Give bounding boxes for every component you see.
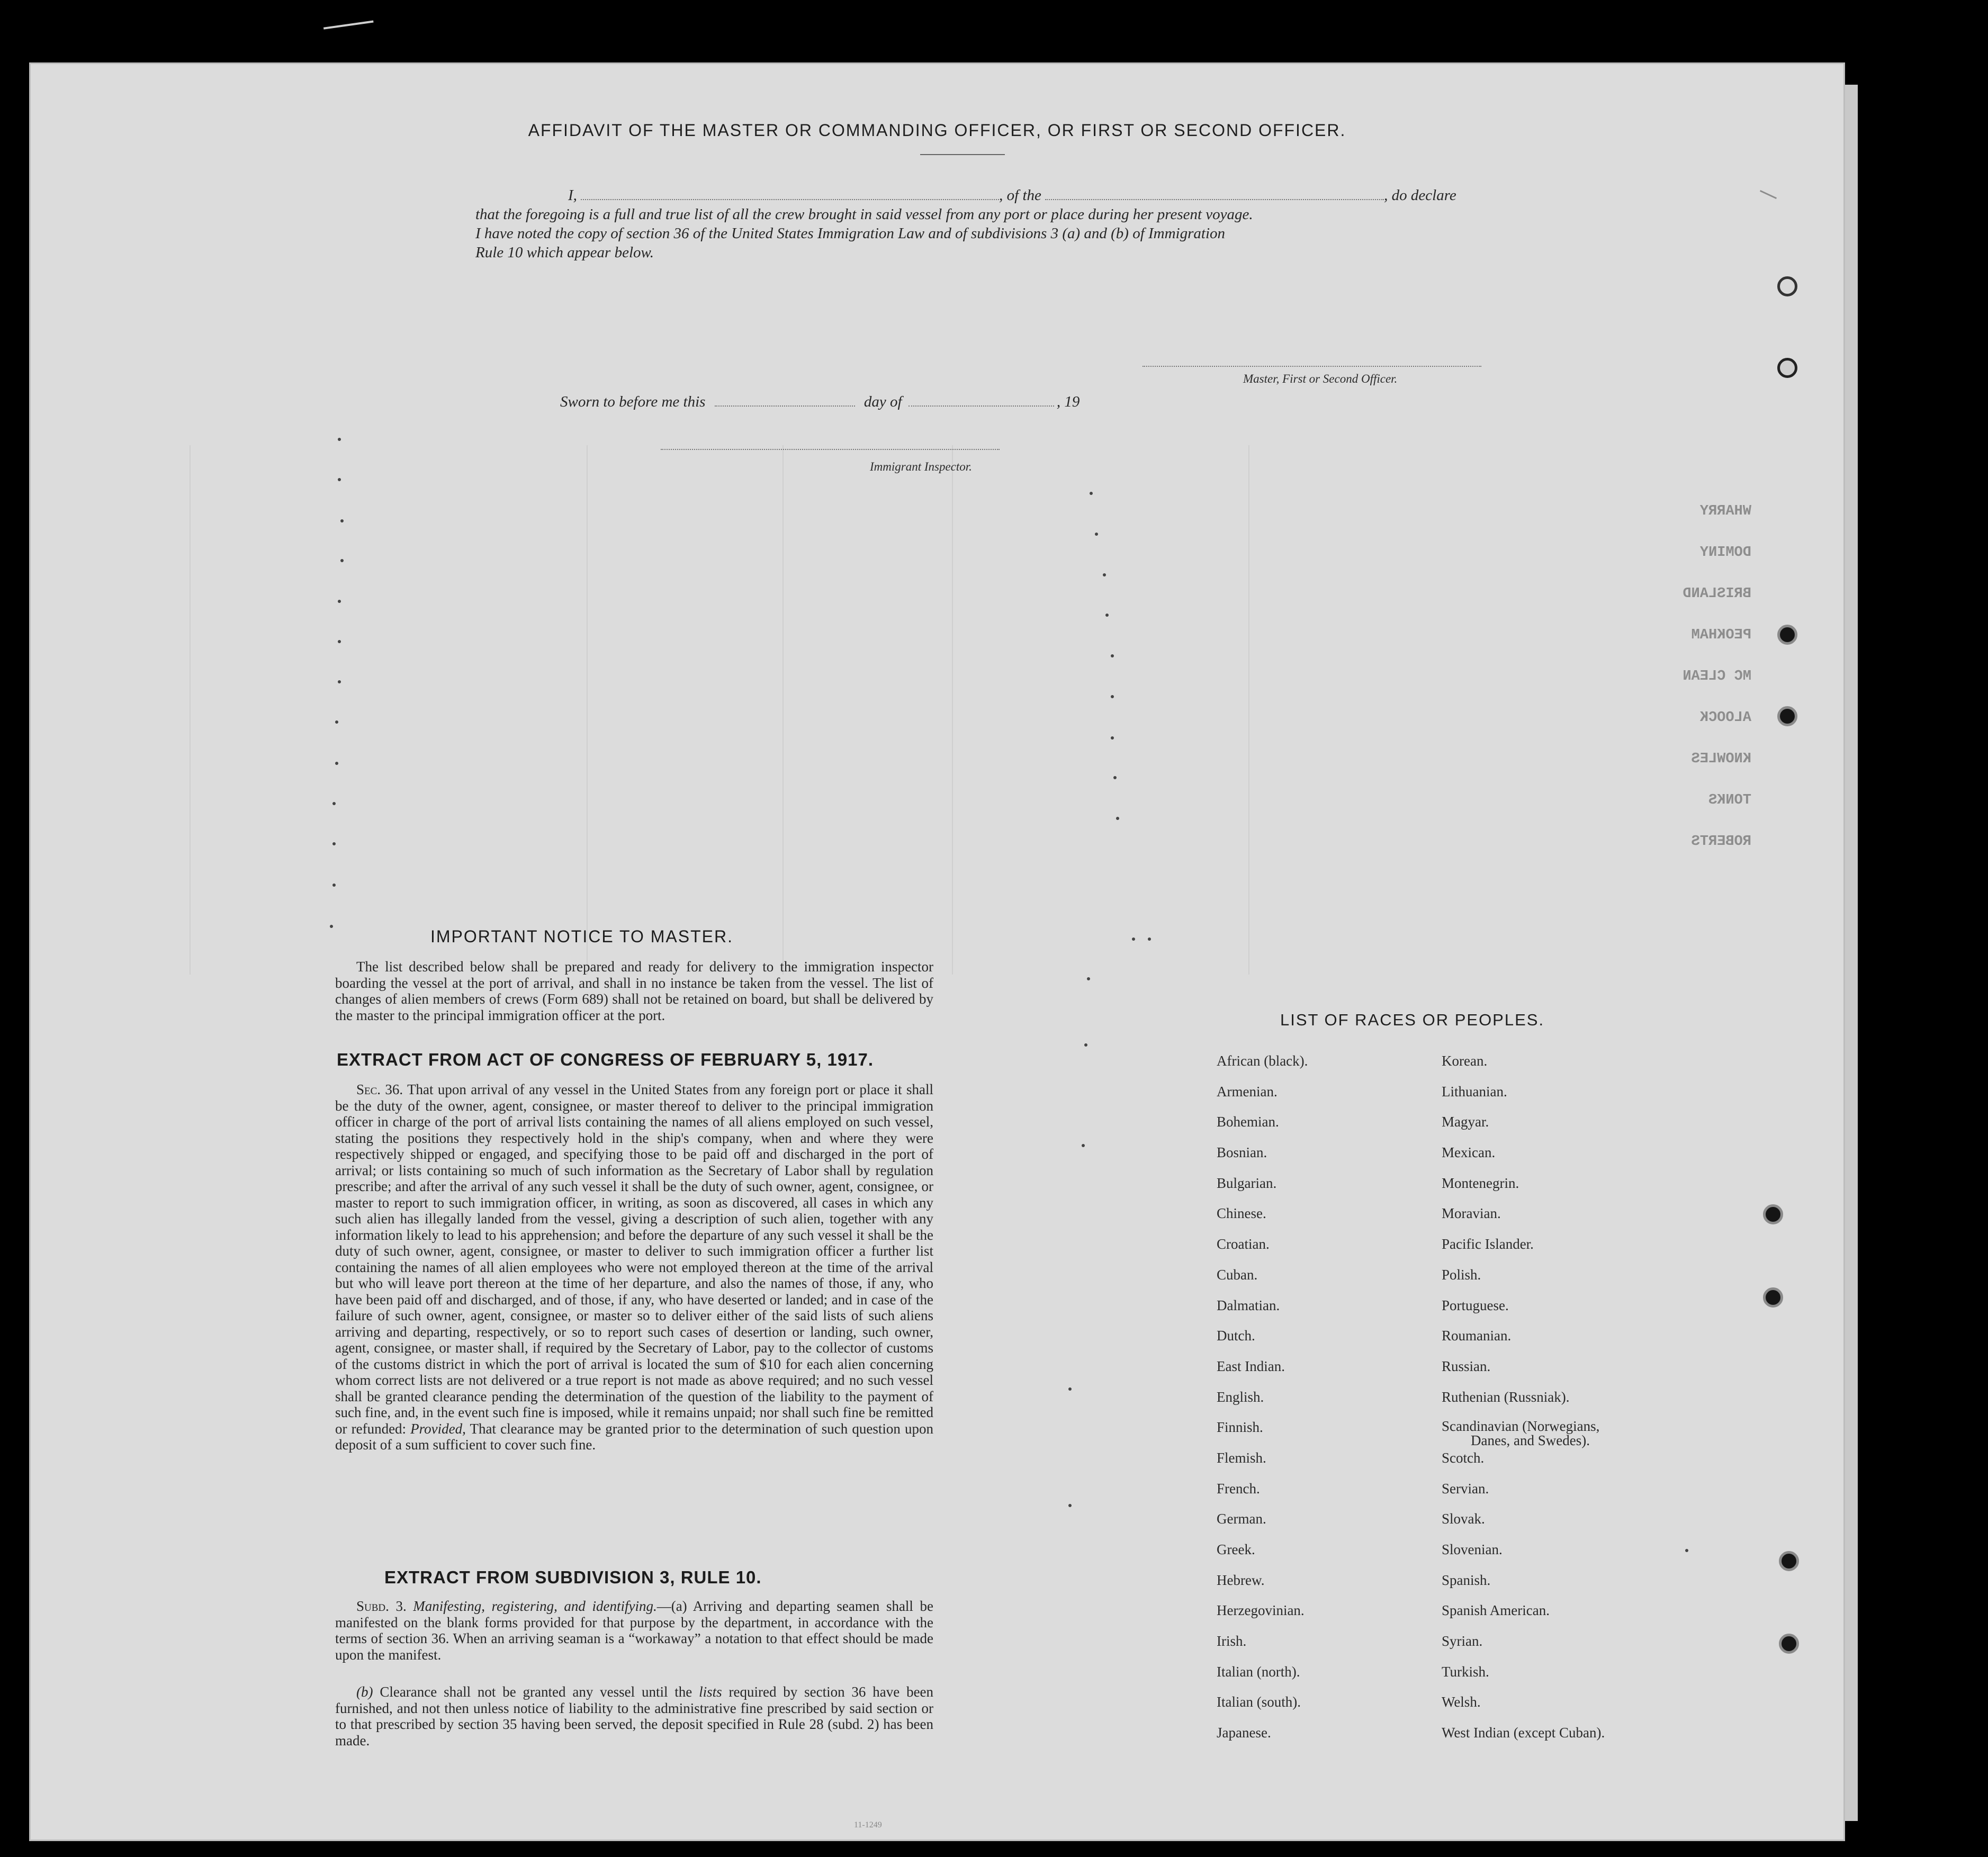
master-signature-caption: Master, First or Second Officer. xyxy=(1243,372,1398,385)
bleed-name: MC CLEAN xyxy=(1683,669,1751,684)
sworn-statement xyxy=(560,393,1080,411)
race-item: Flemish. xyxy=(1217,1449,1266,1466)
act-heading: EXTRACT FROM ACT OF CONGRESS OF FEBRUARY 5, 1917. xyxy=(337,1050,874,1069)
race-item: English. xyxy=(1217,1389,1264,1405)
race-item: French. xyxy=(1217,1480,1260,1497)
race-item: Bosnian. xyxy=(1217,1144,1267,1161)
inspector-signature-line[interactable] xyxy=(661,449,1000,450)
race-item: Servian. xyxy=(1442,1480,1489,1497)
race-item: Italian (north). xyxy=(1217,1663,1300,1680)
column-dot xyxy=(1084,1043,1087,1047)
b-lists-word: lists xyxy=(699,1684,722,1700)
notice-heading: IMPORTANT NOTICE TO MASTER. xyxy=(430,927,733,946)
race-item: Magyar. xyxy=(1442,1114,1489,1130)
punch-hole xyxy=(1777,276,1797,296)
day-of-label: day of xyxy=(863,393,902,410)
column-dot xyxy=(1095,533,1098,536)
column-dot xyxy=(332,802,336,805)
act-text-end: That clearance may be granted prior to the determination of such question upon deposit of a sum sufficient to cover such fine. xyxy=(335,1420,934,1453)
column-dot xyxy=(340,559,344,562)
year-prefix: , 19 xyxy=(1056,393,1080,410)
race-item: Roumanian. xyxy=(1442,1328,1512,1344)
race-item: Russian. xyxy=(1442,1358,1491,1374)
i-label: I, xyxy=(568,187,577,204)
inspector-caption: Immigrant Inspector. xyxy=(870,460,972,473)
column-dot xyxy=(1113,776,1117,779)
page-edge xyxy=(1845,85,1858,1821)
race-item: Portuguese. xyxy=(1442,1297,1509,1313)
a-label: —(a) xyxy=(656,1598,687,1614)
column-dot xyxy=(1116,817,1119,820)
race-item: Slovak. xyxy=(1442,1511,1485,1527)
column-dot xyxy=(335,720,338,724)
race-item: Herzegovinian. xyxy=(1217,1602,1305,1619)
race-item: Lithuanian. xyxy=(1442,1083,1507,1099)
race-item: Italian (south). xyxy=(1217,1694,1301,1710)
film-scratch xyxy=(323,20,375,39)
column-dot xyxy=(338,600,341,603)
column-dot xyxy=(1111,736,1114,740)
race-item-scandinavian xyxy=(1442,1419,1605,1450)
of-the-label: , of the xyxy=(999,187,1041,204)
notice-text: The list described below shall be prepared and ready for delivery to the immigration inspector boarding the vessel at the port of arrival, and shall in no instance be taken from the vessel. The list of changes of alien members of crews (Form 689) shall not be retained on board, but shall be delivered by the master to the principal immigration officer at the port. xyxy=(335,959,933,1023)
race-item: German. xyxy=(1217,1511,1266,1527)
bleed-name: TONKS xyxy=(1708,792,1751,808)
races-left-column xyxy=(1217,1053,1308,1755)
column-dot xyxy=(338,680,341,683)
declare-label: , do declare xyxy=(1384,187,1456,204)
race-item: Dutch. xyxy=(1217,1328,1255,1344)
race-item: Japanese. xyxy=(1217,1725,1271,1741)
race-item: Irish. xyxy=(1217,1633,1247,1649)
b-text-2: required by section 36 have been furnished, and not then unless notice of liability to the administrative fine prescribed by said section or to that prescribed by section 35 having been served, the deposit specified in Rule 28 (subd. 2) has been made. xyxy=(335,1684,934,1748)
column-dot xyxy=(1090,492,1093,495)
form-number: 11-1249 xyxy=(854,1820,882,1829)
affidavit-body xyxy=(475,186,1497,262)
race-item: Bohemian. xyxy=(1217,1114,1279,1130)
race-item: Mexican. xyxy=(1442,1144,1496,1161)
subd-title: Manifesting, registering, and identifying. xyxy=(413,1598,657,1614)
race-item: Dalmatian. xyxy=(1217,1297,1280,1313)
rule-heading: EXTRACT FROM SUBDIVISION 3, RULE 10. xyxy=(384,1567,762,1587)
column-dot xyxy=(1148,937,1151,941)
rule-b-text xyxy=(335,1684,933,1748)
affidavit-title: AFFIDAVIT OF THE MASTER OR COMMANDING OFFICER, OR FIRST OR SECOND OFFICER. xyxy=(528,121,1346,140)
race-item: West Indian (except Cuban). xyxy=(1442,1725,1605,1741)
title-rule xyxy=(920,154,1005,155)
race-item: African (black). xyxy=(1217,1053,1308,1069)
column-dot xyxy=(1132,937,1135,941)
column-dot xyxy=(1087,977,1090,980)
affidavit-line-1 xyxy=(475,186,1497,205)
race-item: Pacific Islander. xyxy=(1442,1236,1534,1252)
race-item: Armenian. xyxy=(1217,1083,1278,1099)
race-item: Montenegrin. xyxy=(1442,1175,1519,1191)
sec-label: Sec. 36. xyxy=(356,1081,403,1097)
bleed-name: BRISLAND xyxy=(1683,586,1751,602)
race-item: Chinese. xyxy=(1217,1205,1266,1222)
race-item: Welsh. xyxy=(1442,1694,1481,1710)
column-dot xyxy=(1082,1144,1085,1147)
punch-hole xyxy=(1777,625,1797,645)
column-dot xyxy=(1103,573,1106,576)
punch-hole xyxy=(1779,1551,1799,1571)
column-dot xyxy=(1105,614,1109,617)
bleed-rule xyxy=(1248,445,1249,975)
master-signature-line[interactable] xyxy=(1143,366,1481,367)
vessel-name-field[interactable] xyxy=(1045,187,1384,200)
punch-hole xyxy=(1763,1287,1783,1308)
race-item: Spanish American. xyxy=(1442,1602,1550,1619)
act-text xyxy=(335,1081,933,1453)
column-dot xyxy=(1111,654,1114,657)
column-dot xyxy=(332,884,336,887)
race-item-continuation: Danes, and Swedes). xyxy=(1471,1432,1590,1449)
race-item: East Indian. xyxy=(1217,1358,1285,1374)
race-item: Scotch. xyxy=(1442,1449,1485,1466)
race-item: Ruthenian (Russniak). xyxy=(1442,1389,1570,1405)
race-item: Korean. xyxy=(1442,1053,1488,1069)
punch-hole xyxy=(1763,1204,1783,1224)
column-dot xyxy=(338,478,341,481)
punch-hole xyxy=(1777,358,1797,378)
race-item: Croatian. xyxy=(1217,1236,1270,1252)
races-right-column xyxy=(1442,1053,1605,1755)
bleed-rule xyxy=(587,445,588,975)
subd-label: Subd. 3. xyxy=(356,1598,407,1614)
column-dot xyxy=(1111,695,1114,698)
race-item: Syrian. xyxy=(1442,1633,1483,1649)
affidavit-line-3: I have noted the copy of section 36 of the United States Immigration Law and of subdivisions 3 (a) and (b) of Immigration xyxy=(475,225,1226,242)
column-dot xyxy=(1685,1549,1688,1552)
race-item: Finnish. xyxy=(1217,1419,1263,1436)
rule-a-text xyxy=(335,1598,933,1663)
race-item: Bulgarian. xyxy=(1217,1175,1277,1191)
bleed-name: DOMINY xyxy=(1699,545,1751,561)
margin-tick xyxy=(1760,190,1777,199)
race-item: Hebrew. xyxy=(1217,1572,1265,1588)
bleed-rule xyxy=(952,445,953,975)
punch-hole xyxy=(1777,706,1797,726)
provided-word: Provided, xyxy=(410,1420,466,1437)
b-text-1: Clearance shall not be granted any vessel until the xyxy=(380,1684,692,1700)
b-label: (b) xyxy=(356,1684,373,1700)
bleed-name: PEOKHAM xyxy=(1691,627,1751,643)
column-dot xyxy=(1068,1504,1072,1507)
races-title: LIST OF RACES OR PEOPLES. xyxy=(1280,1011,1545,1029)
column-dot xyxy=(330,925,333,928)
column-dot xyxy=(332,842,336,845)
bleed-rule xyxy=(190,445,191,975)
affidavit-line-4: Rule 10 which appear below. xyxy=(475,244,654,261)
manifest-back-page xyxy=(29,62,1845,1841)
a-text: Arriving and departing seamen shall be manifested on the blank forms provided for that purpose by the department, in accordance with the terms of section 36. When an arriving seaman is a “workaway” a notation to that effect should be made upon the manifest. xyxy=(335,1598,933,1663)
race-item: Spanish. xyxy=(1442,1572,1491,1588)
sworn-label: Sworn to before me this xyxy=(560,393,706,410)
race-item: Scandinavian (Norwegians, xyxy=(1442,1418,1600,1435)
race-item: Polish. xyxy=(1442,1266,1481,1283)
bleed-name: ALOOCK xyxy=(1699,710,1751,726)
column-dot xyxy=(338,640,341,643)
column-dot xyxy=(340,519,344,522)
sworn-day-field[interactable] xyxy=(715,394,855,407)
sworn-month-field[interactable] xyxy=(908,394,1054,407)
act-text-main: That upon arrival of any vessel in the United States from any foreign port or place it shall be the duty of the owner, agent, consignee, or master thereof to deliver to the principal immigration officer in charge of the port of arrival lists containing the names of all aliens employed on such vessel, stating the positions they respectively hold in the ship's company, when and where they were respectively shipped or engaged, and specifying those to be paid off and discharged in the port of arrival; or lists containing so much of such information as the Secretary of Labor shall by regulation prescribe; and after the arrival of any such vessel it shall be the duty of such owner, agent, consignee, or master to report to such immigration officer, in writing, as soon as discovered, all cases in which any such alien has illegally landed from the vessel, giving a description of such alien, together with any information likely to lead to his apprehension; and before the departure of any such vessel it shall be the duty of such owner, agent, consignee, or master to deliver to such immigration officer a further list containing the names of all alien employees who were not employed thereon at the time of the arrival but who will leave port thereon at the time of her departure, and also the names of those, if any, who have been paid off and discharged, and of those, if any, who have deserted or landed; and in case of the failure of such owner, agent, consignee, or master so to deliver either of the said lists of such aliens arriving and departing, respectively, or so to report such cases of desertion or landing, such owner, agent, consignee, or master shall, if required by the Secretary of Labor, pay to the collector of customs of the customs district in which the port of arrival is located the sum of $10 for each alien concerning whom correct lists are not delivered or a true report is not made as above required; and no such vessel shall be granted clearance pending the determination of the question of the liability to the payment of such fine, and, in the event such fine is imposed, while it remains unpaid; nor shall such fine be remitted or refunded: xyxy=(335,1081,934,1437)
column-dot xyxy=(338,438,341,441)
bleed-through-names xyxy=(1661,501,1751,872)
race-item: Greek. xyxy=(1217,1542,1255,1557)
race-item: Moravian. xyxy=(1442,1205,1501,1222)
column-dot xyxy=(1068,1387,1072,1391)
race-item: Slovenian. xyxy=(1442,1542,1503,1557)
punch-hole xyxy=(1779,1634,1799,1654)
race-item: Cuban. xyxy=(1217,1266,1258,1283)
race-item: Turkish. xyxy=(1442,1663,1489,1680)
master-name-field[interactable] xyxy=(581,187,999,200)
bleed-rule xyxy=(782,445,784,975)
bleed-name: KNOWLES xyxy=(1691,751,1751,767)
bleed-name: WHARRY xyxy=(1699,503,1751,519)
affidavit-line-2: that the foregoing is a full and true list of all the crew brought in said vessel from any port or place during her present voyage. xyxy=(475,206,1253,223)
column-dot xyxy=(335,762,338,765)
bleed-name: ROBERTS xyxy=(1691,834,1751,850)
